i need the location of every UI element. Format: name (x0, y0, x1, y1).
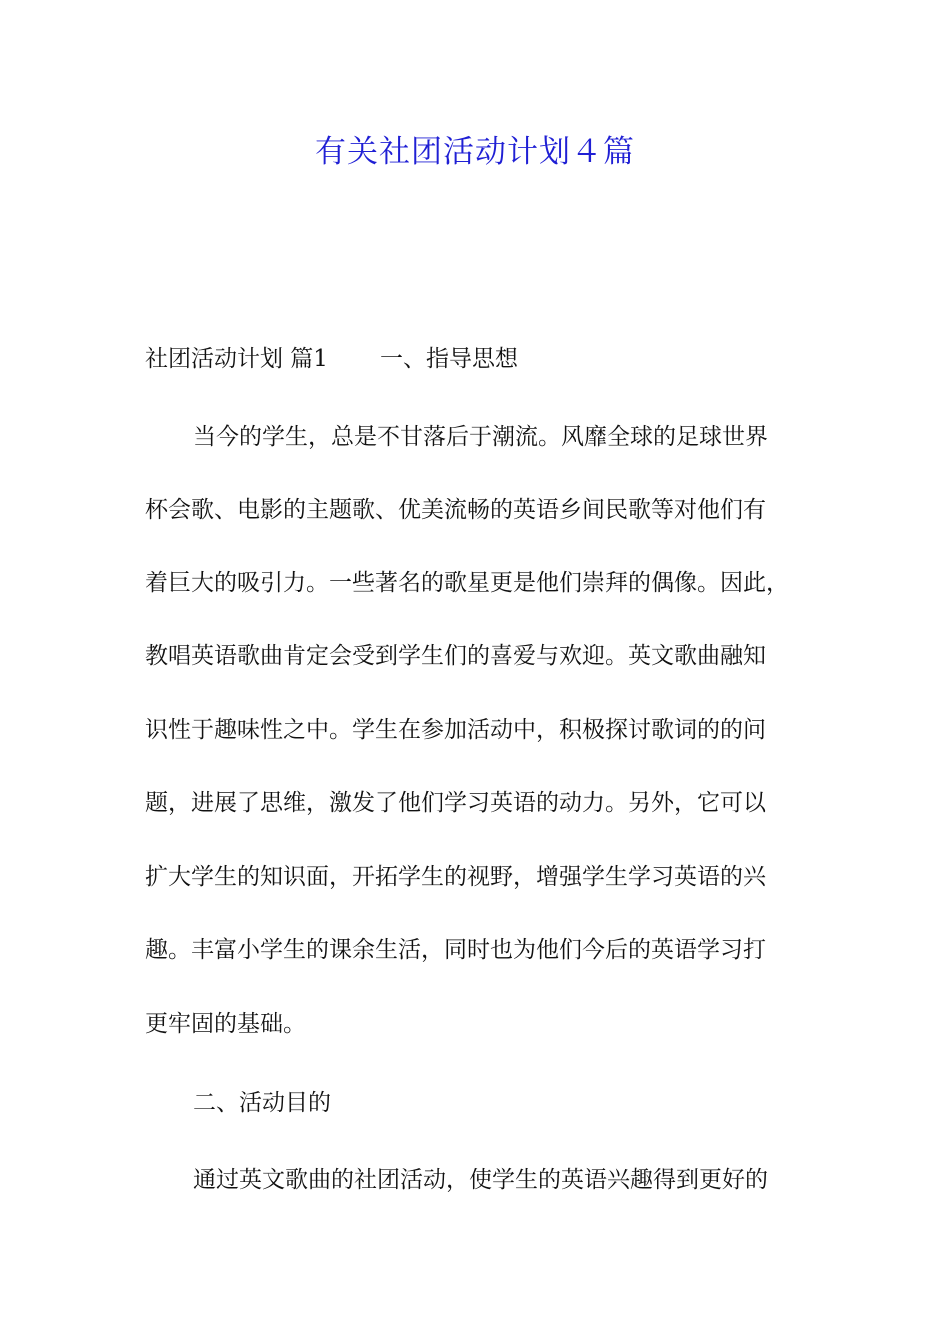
paragraph-line: 杯会歌、电影的主题歌、优美流畅的英语乡间民歌等对他们有 (145, 497, 766, 523)
paragraph-line: 当今的学生，总是不甘落后于潮流。风靡全球的足球世界 (193, 424, 768, 450)
paragraph-line: 趣。丰富小学生的课余生活，同时也为他们今后的英语学习打 (145, 937, 766, 963)
paragraph-line: 通过英文歌曲的社团活动，使学生的英语兴趣得到更好的 (193, 1167, 768, 1193)
section-heading-1: 一、指导思想 (379, 346, 518, 372)
paragraph-line: 识性于趣味性之中。学生在参加活动中，积极探讨歌词的的问 (145, 717, 766, 743)
paragraph-line: 更牢固的基础。 (145, 1011, 306, 1037)
paragraph-line: 着巨大的吸引力。一些著名的歌星更是他们崇拜的偶像。因此， (145, 570, 789, 596)
paragraph-line: 扩大学生的知识面，开拓学生的视野，增强学生学习英语的兴 (145, 864, 766, 890)
paragraph-line: 教唱英语歌曲肯定会受到学生们的喜爱与欢迎。英文歌曲融知 (145, 643, 766, 669)
section-heading-line (145, 342, 835, 376)
paragraph-line: 题，进展了思维，激发了他们学习英语的动力。另外，它可以 (145, 790, 766, 816)
plan-label: 社团活动计划 篇1 (145, 346, 328, 372)
section-heading-2: 二、活动目的 (193, 1090, 331, 1116)
document-title: 有关社团活动计划４篇 (315, 134, 635, 170)
